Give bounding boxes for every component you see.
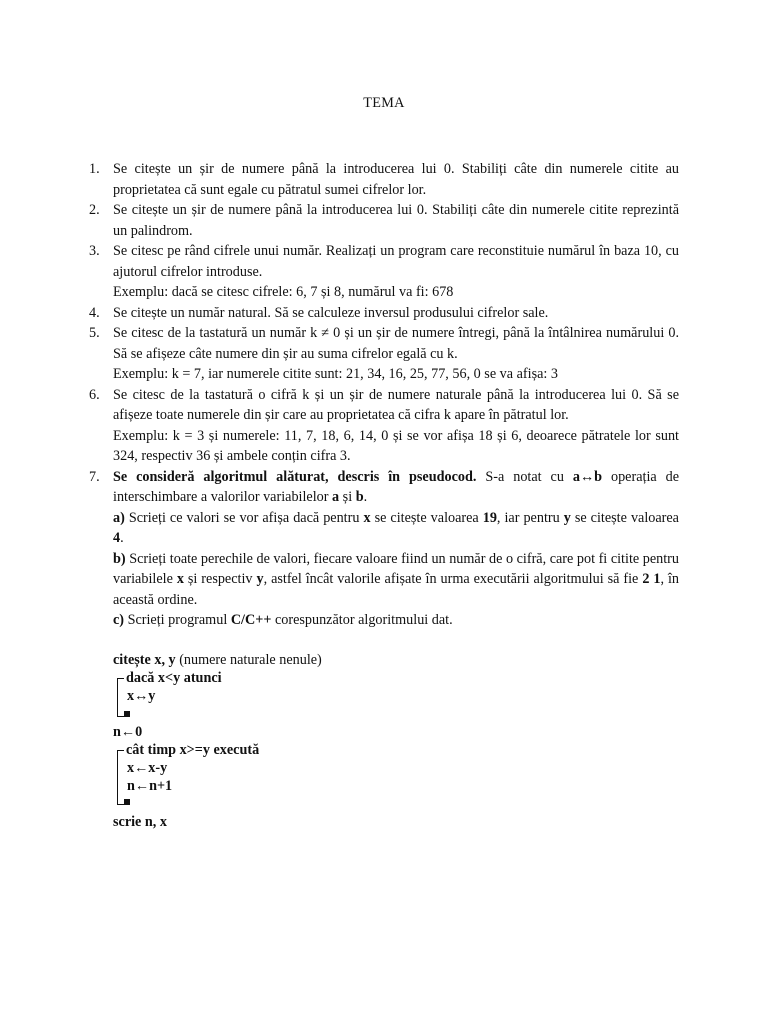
text-span: Scrieți ce valori se vor afișa dacă pentru bbox=[124, 509, 364, 526]
item-number: 2. bbox=[89, 202, 100, 218]
exercise-list bbox=[89, 159, 679, 631]
algo-assign-n-line bbox=[127, 778, 172, 796]
item-text: Se citește un șir de numere până la introducerea lui 0. Stabiliți câte din numerele citite au proprietatea că sunt egale cu pătratul sumei cifrelor lor. bbox=[113, 161, 679, 198]
question-c bbox=[113, 610, 679, 631]
read-keyword: citește x, y bbox=[113, 652, 176, 668]
item-number: 6. bbox=[89, 386, 100, 403]
question-label: b) bbox=[113, 550, 126, 567]
language-name: C/C++ bbox=[230, 612, 272, 628]
exercise-item bbox=[89, 323, 679, 385]
item-number: 4. bbox=[89, 304, 100, 321]
var-y: y bbox=[256, 571, 264, 587]
text-span: se citește valoarea bbox=[570, 509, 679, 526]
var-y: y bbox=[563, 509, 571, 526]
item-text: Se citește un șir de numere până la introducerea lui 0. Stabiliți câte din numerele citite reprezintă un palindrom. bbox=[113, 202, 679, 239]
algo-write-line bbox=[113, 814, 167, 832]
value-19: 19 bbox=[482, 509, 497, 526]
if-bracket-end bbox=[117, 710, 124, 717]
item7-intro bbox=[113, 467, 679, 508]
item-text: Se citesc pe rând cifrele unui număr. Realizați un program care reconstituie numărul în baza 10, cu ajutorul cifrelor introduse. bbox=[113, 243, 679, 280]
question-label: c) bbox=[113, 612, 125, 628]
item-text: Se citesc de la tastatură un număr k ≠ 0 și un șir de numere întregi, până la întâlnirea numărului 0. Să se afișeze câte numere din șir au suma cifrelor egală cu k. bbox=[113, 325, 679, 362]
swap-text: x↔y bbox=[127, 688, 156, 704]
item-example: Exemplu: k = 7, iar numerele citite sunt: 21, 34, 16, 25, 77, 56, 0 se va afișa: 3 bbox=[113, 366, 558, 382]
text-span: și respectiv bbox=[183, 571, 257, 587]
var-b: b bbox=[355, 489, 364, 505]
var-x: x bbox=[363, 509, 371, 526]
exercise-item bbox=[89, 303, 679, 324]
end-square-icon bbox=[124, 711, 130, 717]
var-x: x bbox=[176, 571, 184, 587]
text-span: și bbox=[339, 489, 356, 505]
text-span: Scrieți programul bbox=[124, 612, 231, 628]
assign-x-text: x←x-y bbox=[127, 760, 168, 776]
exercise-item bbox=[89, 200, 679, 241]
exercise-item-7 bbox=[89, 467, 679, 631]
exercise-item bbox=[89, 241, 679, 303]
item-number: 1. bbox=[89, 161, 100, 177]
algo-init-line bbox=[113, 724, 142, 742]
question-label: a) bbox=[113, 509, 125, 526]
item-number: 7. bbox=[89, 468, 100, 485]
text-span: se citește valoarea bbox=[370, 509, 483, 526]
text-span: . bbox=[363, 489, 368, 505]
exercise-item bbox=[89, 159, 679, 200]
item-number: 3. bbox=[89, 243, 100, 259]
question-a bbox=[113, 508, 679, 549]
page-title: TEMA bbox=[363, 95, 405, 111]
algo-swap-line bbox=[127, 688, 155, 706]
exercise-item bbox=[89, 385, 679, 467]
text-span: . bbox=[120, 530, 124, 546]
item-number: 5. bbox=[89, 325, 100, 341]
init-text: n←0 bbox=[113, 724, 143, 740]
write-text: scrie n, x bbox=[113, 814, 167, 830]
algo-read-line bbox=[113, 652, 322, 670]
algo-while-line bbox=[126, 742, 259, 760]
while-text: cât timp x>=y execută bbox=[126, 742, 260, 758]
algo-if-line bbox=[126, 670, 222, 688]
assign-n-text: n←n+1 bbox=[127, 778, 173, 794]
while-bracket-end bbox=[117, 798, 124, 805]
text-span: , în această ordine. bbox=[113, 571, 680, 608]
while-bracket bbox=[117, 750, 124, 803]
item-text: Se citește un număr natural. Să se calculeze inversul produsului cifrelor sale. bbox=[113, 304, 549, 321]
item-example: Exemplu: k = 3 și numerele: 11, 7, 18, 6, 14, 0 și se vor afișa 18 și 6, deoarece pătratele lor sunt 324, respectiv 36 și ambele conțin cifra 3. bbox=[113, 427, 679, 464]
swap-operator: a↔b bbox=[572, 468, 603, 485]
text-span: S-a notat cu bbox=[476, 468, 573, 485]
if-bracket bbox=[117, 678, 124, 713]
item-example: Exemplu: dacă se citesc cifrele: 6, 7 și 8, numărul va fi: 678 bbox=[113, 284, 454, 300]
text-span: , astfel încât valorile afișate în urma executării algoritmului să fie bbox=[263, 571, 643, 587]
text-span: , iar pentru bbox=[496, 509, 564, 526]
algo-assign-x-line bbox=[127, 760, 167, 778]
read-note: (numere naturale nenule) bbox=[175, 652, 322, 668]
intro-bold: Se consideră algoritmul alăturat, descris în pseudocod. bbox=[113, 468, 477, 485]
item-text: Se citesc de la tastatură o cifră k și un șir de numere naturale până la introducerea lui 0. Să se afișeze toate numerele din șir care au proprietatea că cifra k apare în pătratul lor. bbox=[113, 386, 679, 423]
text-span: corespunzător algoritmului dat. bbox=[271, 612, 453, 628]
if-text: dacă x<y atunci bbox=[126, 670, 222, 686]
value-4: 4 bbox=[113, 530, 121, 546]
text-span: Scrieți toate perechile de valori, fiecare valoare fiind un număr de o cifră, care pot fi citite pentru variabilele bbox=[113, 550, 679, 587]
question-b bbox=[113, 549, 679, 611]
text-span: operația de interschimbare a valorilor variabilelor bbox=[113, 468, 680, 505]
value-2-1: 2 1 bbox=[642, 571, 661, 587]
var-a: a bbox=[332, 489, 340, 505]
end-square-icon bbox=[124, 799, 130, 805]
